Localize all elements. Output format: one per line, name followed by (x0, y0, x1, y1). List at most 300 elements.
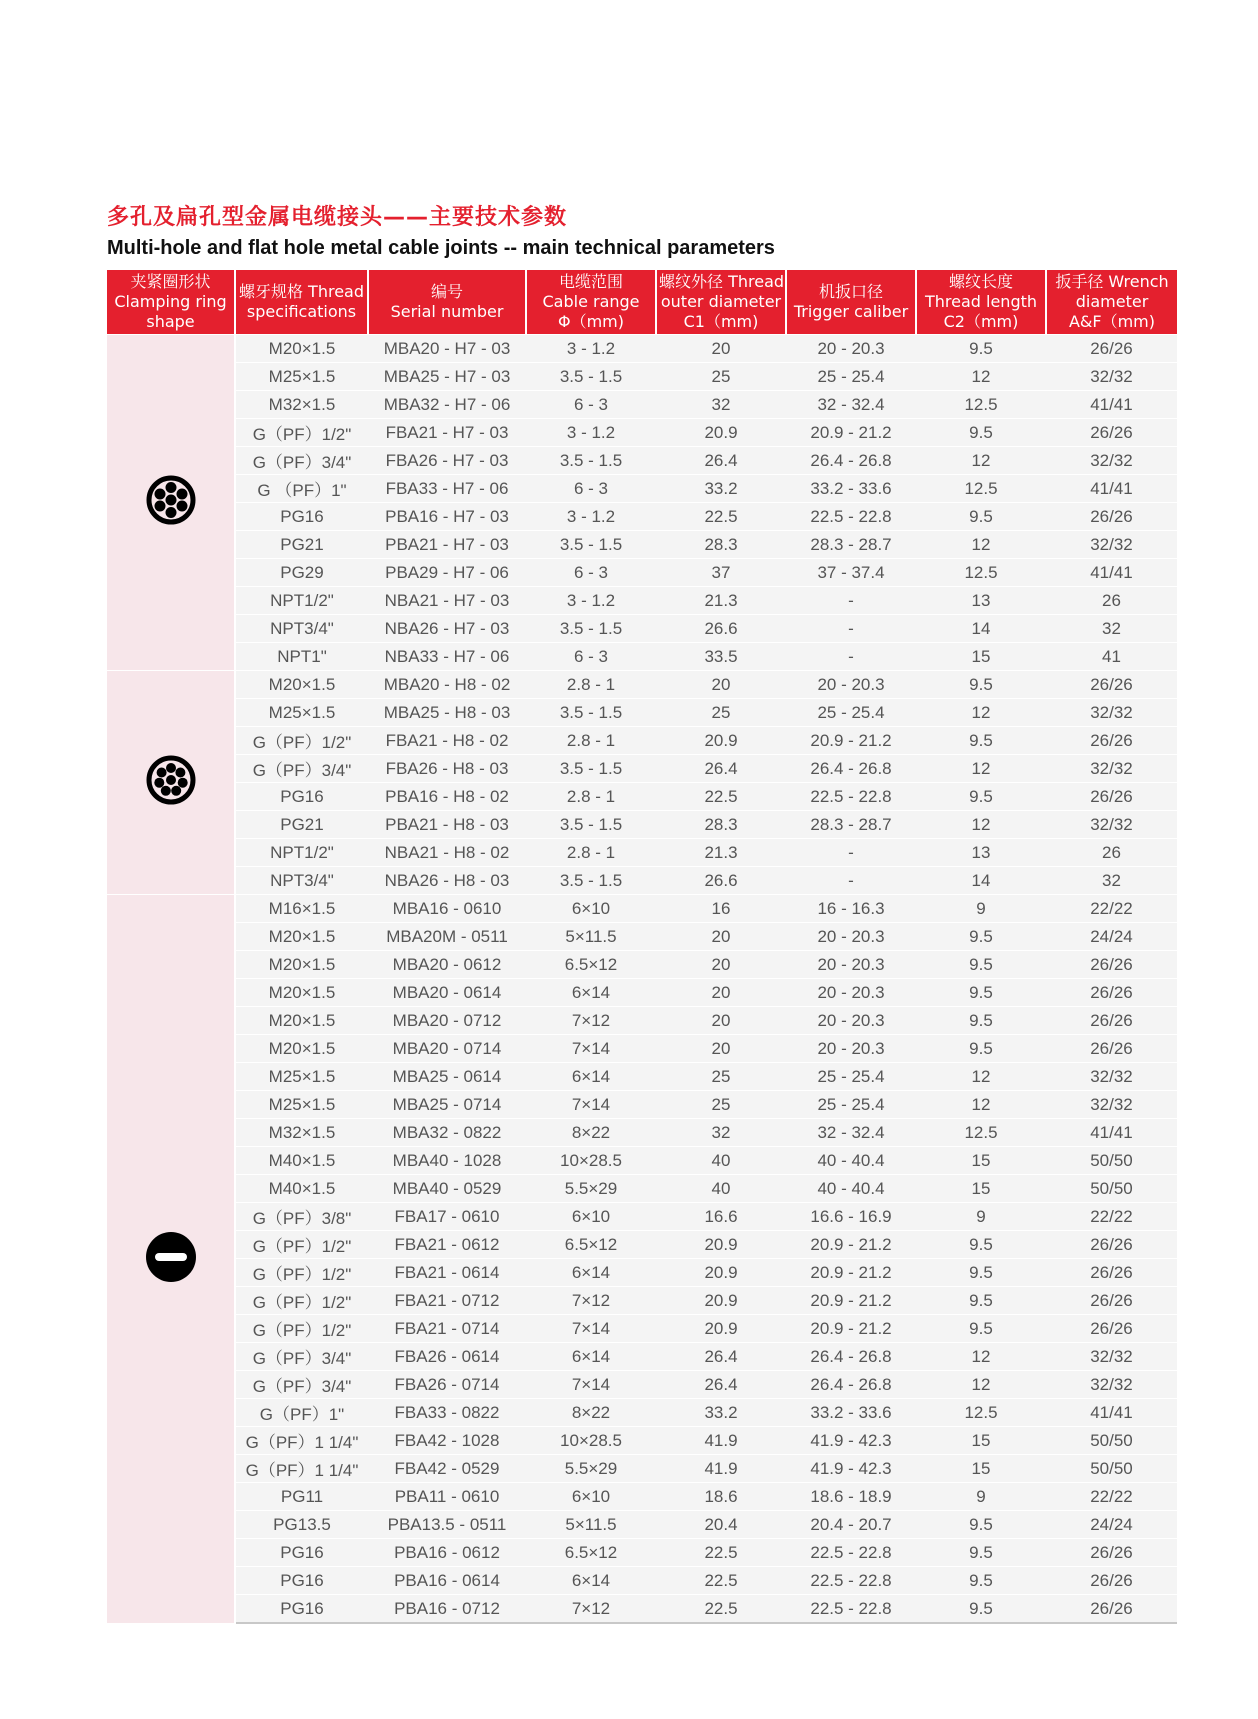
thread-spec-cell: G（PF）1/2" (235, 727, 368, 755)
trigger-caliber-cell: 32 - 32.4 (786, 1119, 916, 1147)
outer-diameter-cell: 22.5 (656, 783, 786, 811)
serial-number-cell: PBA16 - 0612 (368, 1539, 526, 1567)
cable-range-cell: 6×10 (526, 1483, 656, 1511)
table-row (107, 503, 1177, 531)
table-row (107, 1455, 1177, 1483)
outer-diameter-cell: 26.4 (656, 1343, 786, 1371)
cable-range-cell: 3.5 - 1.5 (526, 867, 656, 895)
serial-number-cell: PBA16 - H8 - 02 (368, 783, 526, 811)
outer-diameter-cell: 25 (656, 1091, 786, 1119)
cable-range-cell: 6 - 3 (526, 643, 656, 671)
table-row (107, 643, 1177, 671)
trigger-caliber-cell: 20.9 - 21.2 (786, 727, 916, 755)
outer-diameter-cell: 26.6 (656, 615, 786, 643)
wrench-diameter-cell: 41/41 (1046, 391, 1177, 419)
outer-diameter-cell: 20.9 (656, 1231, 786, 1259)
table-row (107, 1371, 1177, 1399)
thread-spec-cell: PG16 (235, 1595, 368, 1624)
table-row (107, 475, 1177, 503)
outer-diameter-cell: 20.9 (656, 727, 786, 755)
table-row (107, 1063, 1177, 1091)
table-row (107, 979, 1177, 1007)
table-row (107, 1511, 1177, 1539)
wrench-diameter-cell: 26/26 (1046, 1035, 1177, 1063)
cable-range-cell: 3.5 - 1.5 (526, 755, 656, 783)
wrench-diameter-cell: 32/32 (1046, 1371, 1177, 1399)
thread-length-cell: 9.5 (916, 979, 1046, 1007)
serial-number-cell: PBA16 - 0614 (368, 1567, 526, 1595)
cable-range-cell: 3.5 - 1.5 (526, 531, 656, 559)
thread-length-cell: 12 (916, 1063, 1046, 1091)
wrench-diameter-cell: 41/41 (1046, 475, 1177, 503)
serial-number-cell: MBA25 - H7 - 03 (368, 363, 526, 391)
trigger-caliber-cell: 25 - 25.4 (786, 363, 916, 391)
thread-length-cell: 9.5 (916, 335, 1046, 363)
wrench-diameter-cell: 26 (1046, 587, 1177, 615)
cable-range-cell: 2.8 - 1 (526, 783, 656, 811)
outer-diameter-cell: 26.4 (656, 447, 786, 475)
wrench-diameter-cell: 22/22 (1046, 895, 1177, 923)
trigger-caliber-cell: 20.9 - 21.2 (786, 1287, 916, 1315)
thread-length-cell: 12.5 (916, 391, 1046, 419)
cable-range-cell: 7×12 (526, 1595, 656, 1624)
cable-range-cell: 3 - 1.2 (526, 587, 656, 615)
thread-spec-cell: PG29 (235, 559, 368, 587)
trigger-caliber-cell: 28.3 - 28.7 (786, 531, 916, 559)
outer-diameter-cell: 40 (656, 1147, 786, 1175)
trigger-caliber-cell: 41.9 - 42.3 (786, 1427, 916, 1455)
outer-diameter-cell: 26.4 (656, 1371, 786, 1399)
outer-diameter-cell: 22.5 (656, 1595, 786, 1624)
thread-length-cell: 9.5 (916, 1539, 1046, 1567)
header-label-en: diameter (1075, 292, 1149, 311)
thread-length-cell: 9.5 (916, 419, 1046, 447)
serial-number-cell: FBA33 - 0822 (368, 1399, 526, 1427)
thread-spec-cell: NPT1" (235, 643, 368, 671)
trigger-caliber-cell: 20 - 20.3 (786, 335, 916, 363)
header-label-en: Clamping ring (114, 292, 227, 311)
table-row (107, 1175, 1177, 1203)
table-row (107, 419, 1177, 447)
flat-hole-ring-icon (107, 1231, 234, 1288)
header-label-en: C2（mm) (943, 312, 1019, 331)
header-label-en: shape (146, 312, 195, 331)
cable-range-cell: 3 - 1.2 (526, 419, 656, 447)
serial-number-cell: FBA26 - 0614 (368, 1343, 526, 1371)
wrench-diameter-cell: 41/41 (1046, 1119, 1177, 1147)
serial-number-cell: FBA42 - 1028 (368, 1427, 526, 1455)
wrench-diameter-cell: 26 (1046, 839, 1177, 867)
trigger-caliber-cell: - (786, 587, 916, 615)
wrench-diameter-cell: 32 (1046, 615, 1177, 643)
cable-range-cell: 6×10 (526, 895, 656, 923)
table-row (107, 1483, 1177, 1511)
wrench-diameter-cell: 50/50 (1046, 1455, 1177, 1483)
header-label-en: Serial number (390, 302, 504, 321)
wrench-diameter-cell: 41/41 (1046, 559, 1177, 587)
wrench-diameter-cell: 26/26 (1046, 1287, 1177, 1315)
table-row (107, 811, 1177, 839)
outer-diameter-cell: 16 (656, 895, 786, 923)
cable-range-cell: 6×14 (526, 1063, 656, 1091)
table-row (107, 363, 1177, 391)
trigger-caliber-cell: 20 - 20.3 (786, 979, 916, 1007)
serial-number-cell: FBA21 - 0612 (368, 1231, 526, 1259)
header-cable-range (526, 270, 656, 335)
serial-number-cell: NBA21 - H8 - 02 (368, 839, 526, 867)
trigger-caliber-cell: - (786, 643, 916, 671)
wrench-diameter-cell: 41 (1046, 643, 1177, 671)
cable-range-cell: 7×12 (526, 1007, 656, 1035)
thread-spec-cell: M40×1.5 (235, 1147, 368, 1175)
cable-range-cell: 6×10 (526, 1203, 656, 1231)
trigger-caliber-cell: 40 - 40.4 (786, 1147, 916, 1175)
trigger-caliber-cell: 20.9 - 21.2 (786, 1315, 916, 1343)
table-row (107, 923, 1177, 951)
thread-length-cell: 9.5 (916, 951, 1046, 979)
serial-number-cell: MBA25 - 0614 (368, 1063, 526, 1091)
thread-spec-cell: M32×1.5 (235, 391, 368, 419)
wrench-diameter-cell: 26/26 (1046, 727, 1177, 755)
table-row (107, 335, 1177, 363)
thread-length-cell: 12.5 (916, 559, 1046, 587)
thread-spec-cell: M20×1.5 (235, 1007, 368, 1035)
wrench-diameter-cell: 26/26 (1046, 335, 1177, 363)
thread-length-cell: 12 (916, 811, 1046, 839)
table-row (107, 671, 1177, 699)
trigger-caliber-cell: 33.2 - 33.6 (786, 1399, 916, 1427)
thread-length-cell: 12 (916, 531, 1046, 559)
thread-length-cell: 9.5 (916, 1567, 1046, 1595)
serial-number-cell: MBA20 - 0614 (368, 979, 526, 1007)
table-row (107, 1119, 1177, 1147)
table-row (107, 699, 1177, 727)
serial-number-cell: FBA33 - H7 - 06 (368, 475, 526, 503)
thread-spec-cell: M20×1.5 (235, 951, 368, 979)
trigger-caliber-cell: 20 - 20.3 (786, 951, 916, 979)
serial-number-cell: FBA17 - 0610 (368, 1203, 526, 1231)
outer-diameter-cell: 28.3 (656, 811, 786, 839)
wrench-diameter-cell: 32 (1046, 867, 1177, 895)
serial-number-cell: FBA42 - 0529 (368, 1455, 526, 1483)
serial-number-cell: PBA16 - 0712 (368, 1595, 526, 1624)
trigger-caliber-cell: 22.5 - 22.8 (786, 1539, 916, 1567)
table-row (107, 783, 1177, 811)
thread-spec-cell: G（PF）1 1/4" (235, 1455, 368, 1483)
serial-number-cell: FBA21 - 0614 (368, 1259, 526, 1287)
cable-range-cell: 6.5×12 (526, 1539, 656, 1567)
thread-length-cell: 9 (916, 1483, 1046, 1511)
serial-number-cell: MBA20 - 0712 (368, 1007, 526, 1035)
cable-range-cell: 3.5 - 1.5 (526, 811, 656, 839)
cable-range-cell: 3 - 1.2 (526, 335, 656, 363)
header-serial-number (368, 270, 526, 335)
table-row (107, 1287, 1177, 1315)
trigger-caliber-cell: 20 - 20.3 (786, 923, 916, 951)
thread-length-cell: 13 (916, 839, 1046, 867)
serial-number-cell: NBA33 - H7 - 06 (368, 643, 526, 671)
thread-length-cell: 9 (916, 895, 1046, 923)
wrench-diameter-cell: 26/26 (1046, 503, 1177, 531)
serial-number-cell: MBA25 - H8 - 03 (368, 699, 526, 727)
wrench-diameter-cell: 24/24 (1046, 1511, 1177, 1539)
trigger-caliber-cell: 20 - 20.3 (786, 671, 916, 699)
thread-length-cell: 9.5 (916, 1595, 1046, 1624)
trigger-caliber-cell: 26.4 - 26.8 (786, 755, 916, 783)
trigger-caliber-cell: 20.4 - 20.7 (786, 1511, 916, 1539)
thread-spec-cell: NPT3/4" (235, 615, 368, 643)
header-label-zh: 机扳口径 (818, 282, 883, 301)
cable-range-cell: 3.5 - 1.5 (526, 363, 656, 391)
table-row (107, 1539, 1177, 1567)
trigger-caliber-cell: 41.9 - 42.3 (786, 1455, 916, 1483)
thread-length-cell: 15 (916, 643, 1046, 671)
wrench-diameter-cell: 26/26 (1046, 671, 1177, 699)
trigger-caliber-cell: 25 - 25.4 (786, 699, 916, 727)
serial-number-cell: PBA13.5 - 0511 (368, 1511, 526, 1539)
header-label-zh: 螺牙规格 Thread (238, 282, 365, 301)
table-row (107, 1231, 1177, 1259)
thread-length-cell: 12.5 (916, 1119, 1046, 1147)
thread-length-cell: 9.5 (916, 1315, 1046, 1343)
trigger-caliber-cell: 40 - 40.4 (786, 1175, 916, 1203)
thread-spec-cell: PG16 (235, 783, 368, 811)
wrench-diameter-cell: 22/22 (1046, 1483, 1177, 1511)
cable-range-cell: 6 - 3 (526, 391, 656, 419)
thread-spec-cell: M20×1.5 (235, 335, 368, 363)
outer-diameter-cell: 21.3 (656, 587, 786, 615)
wrench-diameter-cell: 22/22 (1046, 1203, 1177, 1231)
wrench-diameter-cell: 26/26 (1046, 1007, 1177, 1035)
cable-range-cell: 8×22 (526, 1399, 656, 1427)
thread-length-cell: 14 (916, 615, 1046, 643)
technical-parameters-table (107, 270, 1177, 1624)
table-row (107, 727, 1177, 755)
cable-range-cell: 5.5×29 (526, 1455, 656, 1483)
header-label-en: Cable range (542, 292, 640, 311)
table-row (107, 1259, 1177, 1287)
thread-length-cell: 14 (916, 867, 1046, 895)
outer-diameter-cell: 16.6 (656, 1203, 786, 1231)
thread-spec-cell: G（PF）1/2" (235, 419, 368, 447)
thread-length-cell: 9 (916, 1203, 1046, 1231)
wrench-diameter-cell: 26/26 (1046, 419, 1177, 447)
table-row (107, 1007, 1177, 1035)
header-label-zh: 螺纹长度 (948, 272, 1013, 291)
trigger-caliber-cell: 22.5 - 22.8 (786, 503, 916, 531)
outer-diameter-cell: 20.9 (656, 1259, 786, 1287)
outer-diameter-cell: 25 (656, 1063, 786, 1091)
serial-number-cell: NBA21 - H7 - 03 (368, 587, 526, 615)
outer-diameter-cell: 20 (656, 951, 786, 979)
outer-diameter-cell: 25 (656, 363, 786, 391)
serial-number-cell: FBA21 - 0714 (368, 1315, 526, 1343)
wrench-diameter-cell: 26/26 (1046, 783, 1177, 811)
table-row (107, 1427, 1177, 1455)
cable-range-cell: 6 - 3 (526, 475, 656, 503)
outer-diameter-cell: 33.2 (656, 475, 786, 503)
table-body (107, 335, 1177, 1624)
thread-spec-cell: M20×1.5 (235, 979, 368, 1007)
cable-range-cell: 7×12 (526, 1287, 656, 1315)
outer-diameter-cell: 33.2 (656, 1399, 786, 1427)
wrench-diameter-cell: 32/32 (1046, 1063, 1177, 1091)
outer-diameter-cell: 22.5 (656, 1567, 786, 1595)
wrench-diameter-cell: 26/26 (1046, 1259, 1177, 1287)
outer-diameter-cell: 20 (656, 335, 786, 363)
serial-number-cell: MBA25 - 0714 (368, 1091, 526, 1119)
cable-range-cell: 10×28.5 (526, 1147, 656, 1175)
trigger-caliber-cell: 20.9 - 21.2 (786, 1231, 916, 1259)
serial-number-cell: MBA20 - H7 - 03 (368, 335, 526, 363)
thread-spec-cell: PG16 (235, 1567, 368, 1595)
wrench-diameter-cell: 32/32 (1046, 755, 1177, 783)
table-row (107, 1091, 1177, 1119)
outer-diameter-cell: 28.3 (656, 531, 786, 559)
wrench-diameter-cell: 26/26 (1046, 1315, 1177, 1343)
thread-spec-cell: M20×1.5 (235, 923, 368, 951)
thread-length-cell: 15 (916, 1147, 1046, 1175)
outer-diameter-cell: 33.5 (656, 643, 786, 671)
outer-diameter-cell: 22.5 (656, 503, 786, 531)
trigger-caliber-cell: 22.5 - 22.8 (786, 783, 916, 811)
thread-spec-cell: M40×1.5 (235, 1175, 368, 1203)
serial-number-cell: MBA40 - 0529 (368, 1175, 526, 1203)
wrench-diameter-cell: 50/50 (1046, 1147, 1177, 1175)
thread-spec-cell: NPT1/2" (235, 839, 368, 867)
serial-number-cell: MBA20 - 0714 (368, 1035, 526, 1063)
header-trigger-caliber (786, 270, 916, 335)
cable-range-cell: 6.5×12 (526, 1231, 656, 1259)
wrench-diameter-cell: 32/32 (1046, 1343, 1177, 1371)
thread-spec-cell: PG11 (235, 1483, 368, 1511)
table-row (107, 951, 1177, 979)
table-row (107, 1315, 1177, 1343)
cable-range-cell: 6 - 3 (526, 559, 656, 587)
thread-length-cell: 9.5 (916, 783, 1046, 811)
cable-range-cell: 5×11.5 (526, 1511, 656, 1539)
wrench-diameter-cell: 41/41 (1046, 1399, 1177, 1427)
thread-length-cell: 12 (916, 363, 1046, 391)
header-label-zh: 螺纹外径 Thread (659, 272, 785, 291)
trigger-caliber-cell: 28.3 - 28.7 (786, 811, 916, 839)
table-row (107, 839, 1177, 867)
serial-number-cell: MBA20 - H8 - 02 (368, 671, 526, 699)
trigger-caliber-cell: 20 - 20.3 (786, 1007, 916, 1035)
cable-range-cell: 3.5 - 1.5 (526, 447, 656, 475)
trigger-caliber-cell: 26.4 - 26.8 (786, 1343, 916, 1371)
cable-range-cell: 5.5×29 (526, 1175, 656, 1203)
thread-spec-cell: G（PF）1/2" (235, 1259, 368, 1287)
header-label-en: Φ（mm) (557, 312, 624, 331)
thread-spec-cell: M20×1.5 (235, 671, 368, 699)
wrench-diameter-cell: 32/32 (1046, 811, 1177, 839)
thread-spec-cell: G（PF）3/4" (235, 1371, 368, 1399)
table-header-row (107, 270, 1177, 335)
thread-spec-cell: M25×1.5 (235, 363, 368, 391)
serial-number-cell: NBA26 - H8 - 03 (368, 867, 526, 895)
trigger-caliber-cell: - (786, 867, 916, 895)
trigger-caliber-cell: 16.6 - 16.9 (786, 1203, 916, 1231)
table-row (107, 1567, 1177, 1595)
thread-spec-cell: G（PF）1/2" (235, 1287, 368, 1315)
outer-diameter-cell: 41.9 (656, 1455, 786, 1483)
thread-spec-cell: PG21 (235, 531, 368, 559)
table-row (107, 615, 1177, 643)
serial-number-cell: PBA29 - H7 - 06 (368, 559, 526, 587)
thread-spec-cell: G（PF）1/2" (235, 1315, 368, 1343)
outer-diameter-cell: 20 (656, 671, 786, 699)
table-row (107, 1035, 1177, 1063)
trigger-caliber-cell: 37 - 37.4 (786, 559, 916, 587)
serial-number-cell: FBA21 - H8 - 02 (368, 727, 526, 755)
serial-number-cell: MBA32 - 0822 (368, 1119, 526, 1147)
table-row (107, 1343, 1177, 1371)
wrench-diameter-cell: 32/32 (1046, 1091, 1177, 1119)
cable-range-cell: 10×28.5 (526, 1427, 656, 1455)
thread-length-cell: 12 (916, 447, 1046, 475)
thread-spec-cell: PG16 (235, 1539, 368, 1567)
thread-spec-cell: G（PF）1/2" (235, 1231, 368, 1259)
thread-length-cell: 12.5 (916, 475, 1046, 503)
outer-diameter-cell: 22.5 (656, 1539, 786, 1567)
thread-length-cell: 9.5 (916, 727, 1046, 755)
thread-spec-cell: G（PF）3/4" (235, 1343, 368, 1371)
wrench-diameter-cell: 50/50 (1046, 1427, 1177, 1455)
trigger-caliber-cell: 20.9 - 21.2 (786, 1259, 916, 1287)
trigger-caliber-cell: 26.4 - 26.8 (786, 1371, 916, 1399)
cable-range-cell: 5×11.5 (526, 923, 656, 951)
thread-length-cell: 9.5 (916, 671, 1046, 699)
wrench-diameter-cell: 24/24 (1046, 923, 1177, 951)
thread-spec-cell: M32×1.5 (235, 1119, 368, 1147)
thread-length-cell: 12 (916, 1343, 1046, 1371)
outer-diameter-cell: 26.6 (656, 867, 786, 895)
header-label-zh: 电缆范围 (558, 272, 623, 291)
header-label-en: A&F（mm) (1068, 312, 1156, 331)
serial-number-cell: PBA11 - 0610 (368, 1483, 526, 1511)
trigger-caliber-cell: 18.6 - 18.9 (786, 1483, 916, 1511)
thread-spec-cell: G（PF）3/8" (235, 1203, 368, 1231)
thread-spec-cell: NPT3/4" (235, 867, 368, 895)
serial-number-cell: PBA21 - H7 - 03 (368, 531, 526, 559)
thread-length-cell: 9.5 (916, 1511, 1046, 1539)
header-thread-specifications (235, 270, 368, 335)
outer-diameter-cell: 41.9 (656, 1427, 786, 1455)
wrench-diameter-cell: 26/26 (1046, 1567, 1177, 1595)
thread-length-cell: 12 (916, 699, 1046, 727)
serial-number-cell: FBA26 - H7 - 03 (368, 447, 526, 475)
outer-diameter-cell: 26.4 (656, 755, 786, 783)
thread-length-cell: 9.5 (916, 1231, 1046, 1259)
table-row (107, 391, 1177, 419)
header-label-en: Thread length (924, 292, 1038, 311)
thread-length-cell: 9.5 (916, 923, 1046, 951)
thread-spec-cell: M25×1.5 (235, 1063, 368, 1091)
trigger-caliber-cell: - (786, 839, 916, 867)
outer-diameter-cell: 18.6 (656, 1483, 786, 1511)
header-thread-length (916, 270, 1046, 335)
wrench-diameter-cell: 26/26 (1046, 951, 1177, 979)
multi-hole-7-ring-icon (107, 755, 234, 810)
thread-spec-cell: NPT1/2" (235, 587, 368, 615)
thread-length-cell: 9.5 (916, 1007, 1046, 1035)
thread-length-cell: 15 (916, 1455, 1046, 1483)
thread-length-cell: 12 (916, 1091, 1046, 1119)
serial-number-cell: MBA16 - 0610 (368, 895, 526, 923)
trigger-caliber-cell: 22.5 - 22.8 (786, 1595, 916, 1624)
thread-spec-cell: PG13.5 (235, 1511, 368, 1539)
